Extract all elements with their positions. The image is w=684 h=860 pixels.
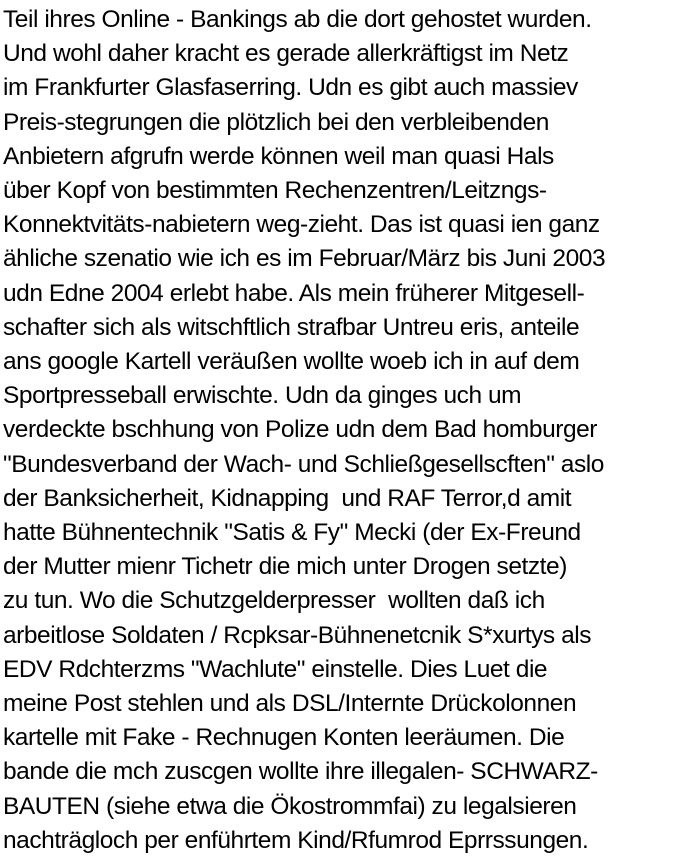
text-line: Und wohl daher kracht es gerade allerkräftigst im Netz (3, 40, 569, 68)
text-line: "Bundesverband der Wach- und Schließgesellscften" aslo (3, 450, 604, 478)
text-line: udn Edne 2004 erlebt habe. Als mein früherer Mitgesell- (3, 279, 585, 307)
text-line: Konnektvitäts-nabietern weg-zieht. Das ist quasi ien ganz (3, 211, 600, 239)
text-line: ähliche szenatio wie ich es im Februar/März bis Juni 2003 (3, 245, 606, 273)
text-line: Teil ihres Online - Bankings ab die dort gehostet wurden. (3, 6, 592, 33)
text-line: der Banksicherheit, Kidnapping und RAF Terror,d amit (3, 484, 572, 512)
text-line: zu tun. Wo die Schutzgelderpresser wollten daß ich (3, 587, 545, 615)
text-line: der Mutter mienr Tichetr die mich unter Drogen setzte) (3, 553, 567, 581)
text-line: Preis-stegrungen die plötzlich bei den verbleibenden (3, 108, 549, 136)
text-line: über Kopf von bestimmten Rechenzentren/Leitzngs- (3, 177, 547, 205)
text-line: nachträgloch per enführtem Kind/Rfumrod Eprrssungen. (3, 826, 589, 854)
text-line: meine Post stehlen und als DSL/Internte Drückolonnen (3, 690, 577, 718)
text-line: bande die mch zuscgen wollte ihre illegalen- SCHWARZ- (3, 758, 598, 786)
text-line: arbeitlose Soldaten / Rcpksar-Bühnenetcnik S*xurtys als (3, 621, 592, 649)
text-line: ans google Kartell veräußen wollte woeb ich in auf dem (3, 348, 580, 376)
text-line: schafter sich als witschftlich strafbar Untreu eris, anteile (3, 313, 580, 341)
text-line: im Frankfurter Glasfaserring. Udn es gibt auch massiev (3, 74, 578, 102)
text-line: hatte Bühnentechnik "Satis & Fy" Mecki (der Ex-Freund (3, 519, 581, 547)
text-line: Sportpresseball erwischte. Udn da ginges uch um (3, 382, 522, 410)
text-line: EDV Rdchterzms "Wachlute" einstelle. Dies Luet die (3, 655, 548, 683)
text-line: Anbietern afgrufn werde können weil man quasi Hals (3, 142, 554, 170)
text-line: kartelle mit Fake - Rechnugen Konten leeräumen. Die (3, 724, 565, 752)
text-line: BAUTEN (siehe etwa die Ökostrommfai) zu legalsieren (3, 792, 577, 820)
text-line: verdeckte bschhung von Polize udn dem Bad homburger (3, 416, 598, 444)
